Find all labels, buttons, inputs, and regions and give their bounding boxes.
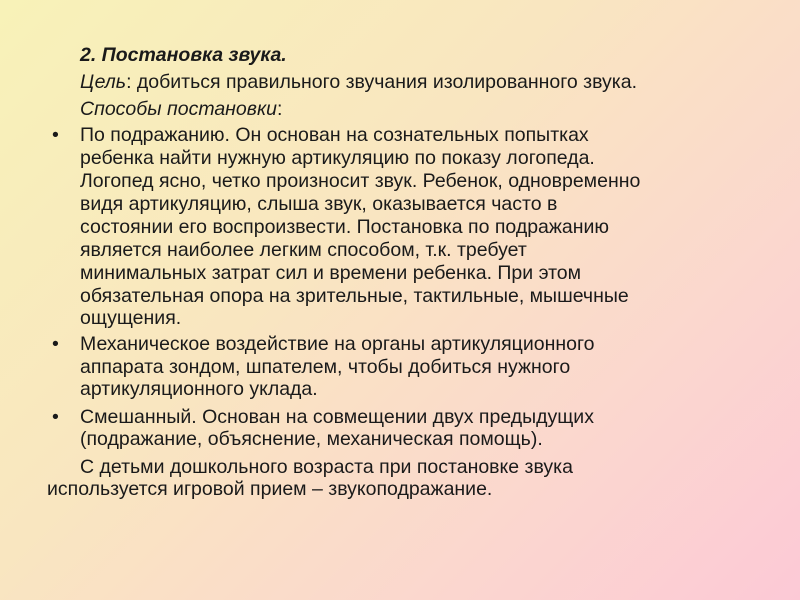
bullet-1-line-4: видя артикуляцию, слыша звук, оказывается часто в [80, 193, 558, 215]
bullet-1-line-2: ребенка найти нужную артикуляцию по показу логопеда. [80, 147, 595, 169]
bullet-2-line-1: Механическое воздействие на органы артикуляционного [80, 333, 595, 355]
bullet-1-line-3: Логопед ясно, четко произносит звук. Ребенок, одновременно [80, 170, 641, 192]
goal-label: Цель [80, 71, 127, 93]
bullet-1-line-1: По подражанию. Он основан на сознательных попытках [80, 124, 589, 146]
goal-line [80, 71, 637, 93]
slide-title: 2. Постановка звука. [80, 44, 287, 66]
bullet-marker-1: • [52, 124, 59, 146]
bullet-2-line-2: аппарата зондом, шпателем, чтобы добиться нужного [80, 356, 571, 378]
bullet-2-line-3: артикуляционного уклада. [80, 378, 318, 400]
goal-text: : добиться правильного звучания изолированного звука. [126, 71, 638, 93]
bullet-marker-2: • [52, 333, 59, 355]
bullet-3-line-2: (подражание, объяснение, механическая помощь). [80, 428, 543, 450]
bullet-1-line-5: состоянии его воспроизвести. Постановка по подражанию [80, 216, 610, 238]
bullet-marker-3: • [52, 406, 59, 428]
bullet-1-line-9: ощущения. [80, 307, 182, 329]
closing-line-1: С детьми дошкольного возраста при постановке звука [80, 456, 573, 478]
closing-line-2: используется игровой прием – звукоподражание. [47, 478, 493, 500]
bullet-1-line-8: обязательная опора на зрительные, тактильные, мышечные [80, 285, 629, 307]
methods-label: Способы постановки [80, 98, 277, 120]
bullet-3-line-1: Смешанный. Основан на совмещении двух предыдущих [80, 406, 594, 428]
bullet-1-line-6: является наиболее легким способом, т.к. требует [80, 239, 527, 261]
methods-colon: : [277, 98, 283, 120]
bullet-1-line-7: минимальных затрат сил и времени ребенка. При этом [80, 262, 582, 284]
methods-line [80, 98, 282, 120]
